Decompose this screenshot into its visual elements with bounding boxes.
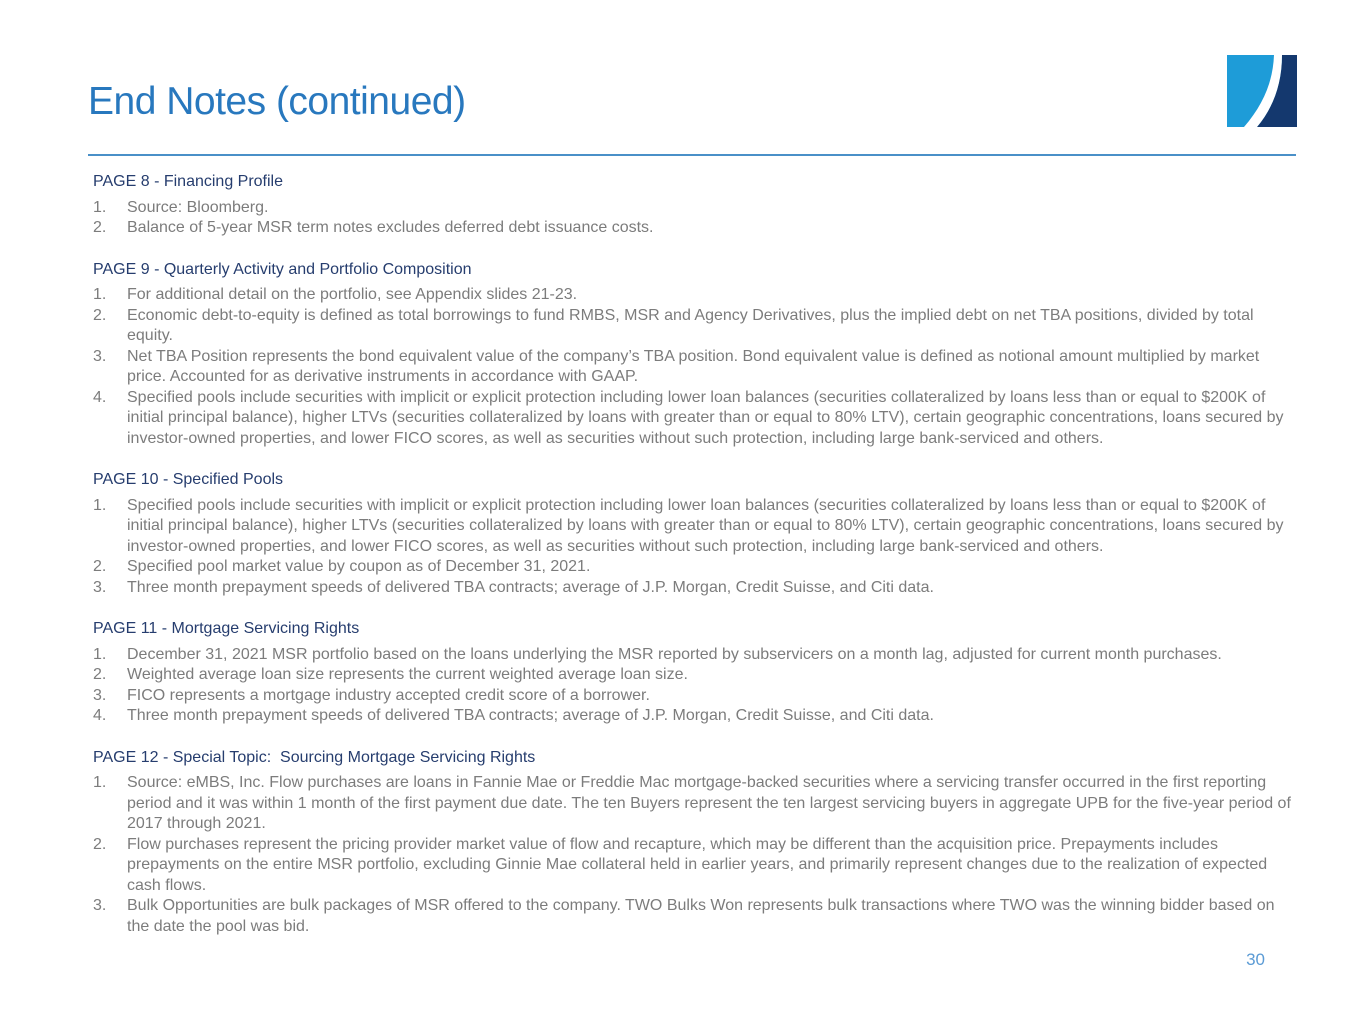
item-number: 1.	[93, 198, 107, 216]
endnote-item	[93, 388, 1297, 450]
item-number: 1.	[93, 286, 107, 303]
item-text: Three month prepayment speeds of delivered TBA contracts; average of J.P. Morgan, Credit Suisse, and Citi data.	[127, 707, 934, 724]
endnote-item	[93, 896, 1297, 937]
endnotes-content	[93, 172, 1297, 958]
item-text: For additional detail on the portfolio, see Appendix slides 21-23.	[127, 286, 578, 303]
endnote-item	[93, 706, 1297, 727]
endnote-section	[93, 260, 1297, 450]
item-text: Balance of 5-year MSR term notes excludes deferred debt issuance costs.	[127, 219, 654, 236]
item-number: 1.	[93, 645, 107, 663]
item-number: 2.	[93, 558, 107, 575]
endnote-item	[93, 218, 1297, 239]
section-heading: PAGE 8 - Financing Profile	[93, 173, 284, 190]
item-text: Specified pool market value by coupon as of December 31, 2021.	[127, 558, 591, 575]
endnote-item	[93, 686, 1297, 707]
item-text: December 31, 2021 MSR portfolio based on the loans underlying the MSR reported by subservicers on a month lag, adjusted for current month purchases.	[127, 645, 1222, 663]
item-text: Weighted average loan size represents the current weighted average loan size.	[127, 666, 688, 683]
endnote-section	[93, 748, 1297, 938]
item-text: Three month prepayment speeds of delivered TBA contracts; average of J.P. Morgan, Credit Suisse, and Citi data.	[127, 578, 934, 596]
section-heading: PAGE 11 - Mortgage Servicing Rights	[93, 620, 360, 637]
page-title: End Notes (continued)	[88, 80, 466, 123]
item-text: Economic debt-to-equity is defined as total borrowings to fund RMBS, MSR and Agency Derivatives, plus the implied debt on net TBA positions, divided by total equity.	[127, 306, 1254, 344]
item-text: Specified pools include securities with implicit or explicit protection including lower loan balances (securities collateralized by loans less than or equal to $200K of initial principal balance), higher LTVs (securities collateralized by loans with greater than or equal to 80% LTV), certain geographic concentrations, loans secured by investor-owned properties, and lower FICO scores, as well as securities without such protection, including large bank-serviced and others.	[127, 496, 1284, 555]
endnote-item	[93, 578, 1297, 599]
endnote-list	[93, 496, 1297, 599]
endnote-item	[93, 496, 1297, 558]
endnote-list	[93, 773, 1297, 937]
item-number: 2.	[93, 219, 107, 236]
item-number: 2.	[93, 666, 107, 683]
endnote-section	[93, 619, 1297, 727]
section-heading: PAGE 10 - Specified Pools	[93, 471, 284, 488]
item-text: Bulk Opportunities are bulk packages of MSR offered to the company. TWO Bulks Won represents bulk transactions where TWO was the winning bidder based on the date the pool was bid.	[127, 897, 1275, 935]
endnote-item	[93, 773, 1297, 835]
page-number: 30	[1246, 950, 1265, 969]
section-heading: PAGE 9 - Quarterly Activity and Portfolio Composition	[93, 260, 472, 278]
item-text: Source: eMBS, Inc. Flow purchases are loans in Fannie Mae or Freddie Mac mortgage-backed securities where a servicing transfer occurred in the first reporting period and it was within 1 month of the first payment due date. The ten Buyers represent the ten largest servicing buyers in aggregate UPB for the five-year period of 2017 through 2021.	[127, 774, 1291, 832]
endnote-list	[93, 285, 1297, 449]
endnote-list	[93, 645, 1297, 727]
endnote-item	[93, 347, 1297, 388]
section-heading: PAGE 12 - Special Topic: Sourcing Mortgage Servicing Rights	[93, 748, 536, 766]
endnote-item	[93, 835, 1297, 897]
item-number: 4.	[93, 707, 107, 724]
item-number: 2.	[93, 306, 107, 324]
item-text: Source: Bloomberg.	[127, 198, 269, 216]
item-number: 1.	[93, 496, 107, 514]
item-number: 3.	[93, 686, 107, 704]
item-number: 3.	[93, 578, 107, 596]
item-number: 3.	[93, 347, 107, 365]
item-text: FICO represents a mortgage industry accepted credit score of a borrower.	[127, 686, 650, 704]
endnote-list	[93, 198, 1297, 239]
endnote-item	[93, 285, 1297, 306]
item-number: 1.	[93, 774, 107, 791]
item-number: 4.	[93, 388, 107, 406]
endnote-item	[93, 645, 1297, 666]
company-logo-icon	[1227, 55, 1297, 127]
item-number: 3.	[93, 897, 107, 914]
endnote-section	[93, 172, 1297, 239]
item-text: Flow purchases represent the pricing provider market value of flow and recapture, which may be different than the acquisition price. Prepayments includes prepayments on the entire MSR portfolio, excluding Ginnie Mae collateral held in earlier years, and primarily represent changes due to the realization of expected cash flows.	[127, 835, 1268, 894]
title-divider	[88, 154, 1296, 156]
item-text: Specified pools include securities with implicit or explicit protection including lower loan balances (securities collateralized by loans less than or equal to $200K of initial principal balance), higher LTVs (securities collateralized by loans with greater than or equal to 80% LTV), certain geographic concentrations, loans secured by investor-owned properties, and lower FICO scores, as well as securities without such protection, including large bank-serviced and others.	[127, 388, 1284, 447]
endnote-section	[93, 470, 1297, 598]
endnote-item	[93, 557, 1297, 578]
item-number: 2.	[93, 835, 107, 853]
endnote-item	[93, 665, 1297, 686]
endnote-item	[93, 306, 1297, 347]
item-text: Net TBA Position represents the bond equivalent value of the company’s TBA position. Bond equivalent value is defined as notional amount multiplied by market price. Accounted for as derivative instruments in accordance with GAAP.	[127, 347, 1260, 385]
endnote-item	[93, 198, 1297, 219]
